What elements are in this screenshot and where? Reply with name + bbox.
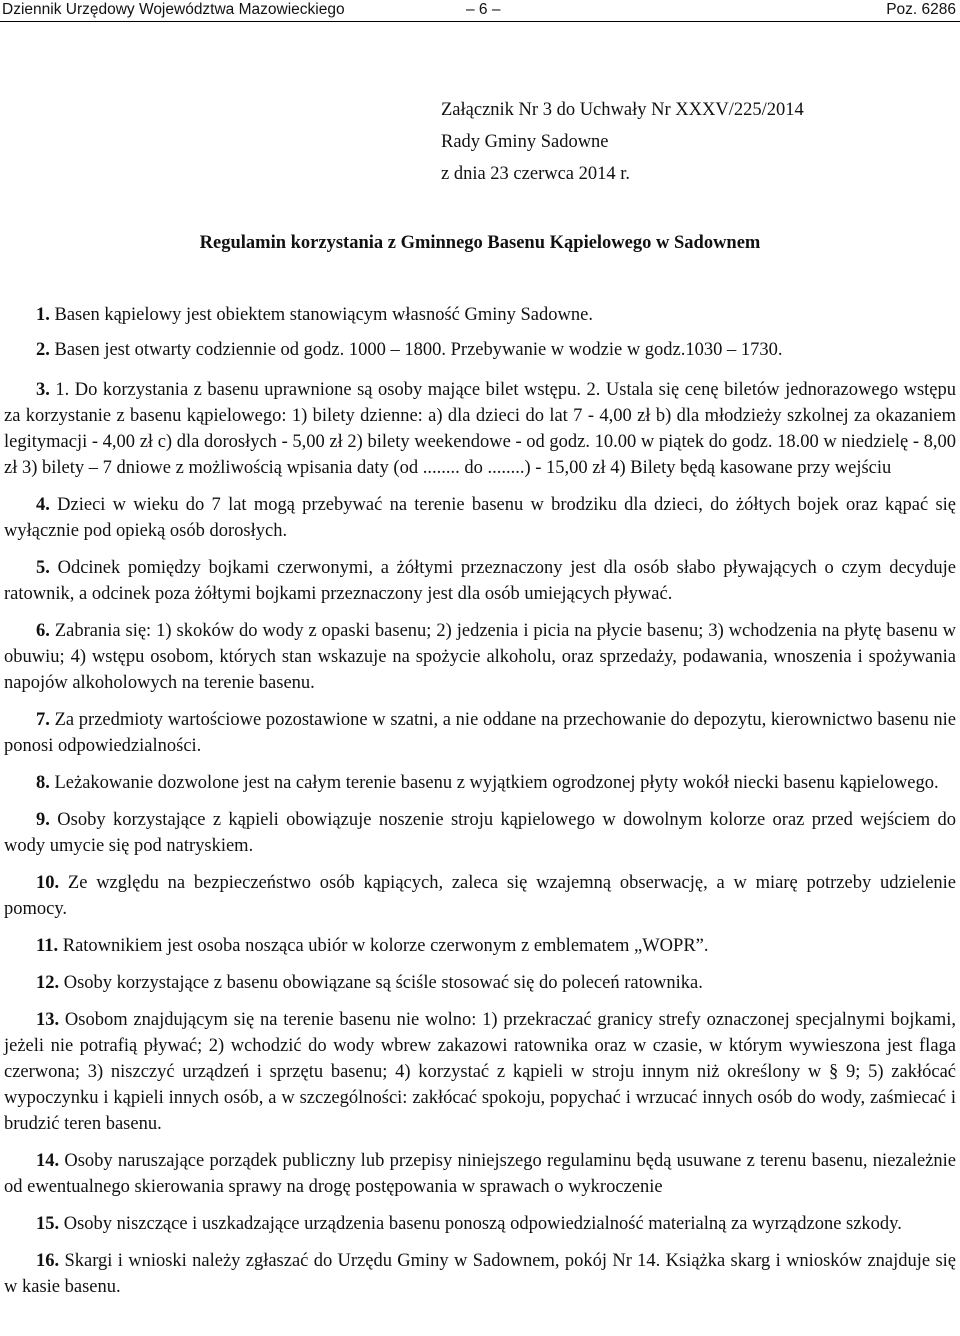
paragraph-14 [4,1148,956,1200]
paragraph-number: 10. [36,873,60,893]
paragraph-number: 5. [36,558,50,578]
paragraph-9 [4,807,956,859]
paragraph-text: Ratownikiem jest osoba nosząca ubiór w kolorze czerwonym z emblematem „WOPR”. [62,936,709,956]
paragraph-1 [4,298,956,333]
paragraph-text: Odcinek pomiędzy bojkami czerwonymi, a żółtymi przeznaczony jest dla osób słabo pływających o czym decyduje ratownik, a odcinek poza żółtymi bojkami przeznaczony jest dla osób umiejących pływać. [4,558,956,604]
page-number: – 6 – [466,1,501,18]
paragraph-number: 2. [36,340,50,360]
journal-name: Dziennik Urzędowy Województwa Mazowieckiego [2,1,345,18]
header-divider [0,21,960,22]
paragraph-number: 16. [36,1251,60,1271]
paragraph-3 [4,377,956,481]
paragraph-number: 12. [36,973,60,993]
paragraph-number: 13. [36,1010,60,1030]
paragraph-number: 14. [36,1151,60,1171]
paragraph-text: Ze względu na bezpieczeństwo osób kąpiących, zaleca się wzajemną obserwację, a w miarę potrzeby udzielenie pomocy. [4,873,957,919]
attachment-line-3: z dnia 23 czerwca 2014 r. [441,164,631,184]
paragraph-text: Basen jest otwarty codziennie od godz. 1000 – 1800. Przebywanie w wodzie w godz.1030 – 1730. [54,340,783,360]
paragraph-5 [4,555,956,607]
document-title: Regulamin korzystania z Gminnego Basenu Kąpielowego w Sadownem [199,233,761,253]
paragraph-text: Zabrania się: 1) skoków do wody z opaski basenu; 2) jedzenia i picia na płycie basenu; 3) wchodzenia na płytę basenu w obuwiu; 4) wstępu osobom, których stan wskazuje na spożycie alkoholu, oraz sprzedaży, podawania, wnoszenia i spożywania napojów alkoholowych na terenie basenu. [4,621,956,693]
paragraph-13 [4,1007,956,1137]
paragraph-number: 9. [36,810,50,830]
paragraph-text: Dzieci w wieku do 7 lat mogą przebywać na terenie basenu w brodziku dla dzieci, do żółtych bojek oraz kąpać się wyłącznie pod opieką osób dorosłych. [4,495,956,541]
paragraph-number: 3. [36,380,50,400]
paragraph-number: 11. [36,936,59,956]
paragraph-16 [4,1248,956,1300]
paragraph-text: Osoby korzystające z kąpieli obowiązuje noszenie stroju kąpielowego w dowolnym kolorze oraz przed wejściem do wody umycie się pod natryskiem. [4,810,956,856]
paragraph-number: 15. [36,1214,60,1234]
paragraph-text: Za przedmioty wartościowe pozostawione w szatni, a nie oddane na przechowanie do depozytu, kierownictwo basenu nie ponosi odpowiedzialności. [4,710,956,756]
paragraph-8 [4,770,956,796]
paragraph-text: 1. Do korzystania z basenu uprawnione są osoby mające bilet wstępu. 2. Ustala się cenę biletów jednorazowego wstępu za korzystanie z basenu kąpielowego: 1) bilety dzienne: a) dla dzieci do lat 7 - 4,00 zł b) dla młodzieży szkolnej za okazaniem legitymacji - 4,00 zł c) dla dorosłych - 5,00 zł 2) bilety weekendowe - od godz. 10.00 w piątek do godz. 18.00 w niedzielę - 8,00 zł 3) bilety – 7 dniowe z możliwością wpisania daty (od ........ do ........) - 15,00 zł 4) Bilety będą kasowane przy wejściu [4,380,957,478]
paragraph-2 [4,333,956,368]
paragraph-number: 8. [36,773,50,793]
paragraph-12 [4,970,956,996]
paragraph-7 [4,707,956,759]
paragraph-number: 1. [36,305,50,325]
paragraph-text: Skargi i wnioski należy zgłaszać do Urzędu Gminy w Sadownem, pokój Nr 14. Książka skarg i wniosków znajduje się w kasie basenu. [4,1251,956,1297]
paragraph-15 [4,1211,956,1237]
attachment-line-1: Załącznik Nr 3 do Uchwały Nr XXXV/225/2014 [441,100,804,120]
paragraph-text: Basen kąpielowy jest obiektem stanowiącym własność Gminy Sadowne. [54,305,593,325]
paragraph-4 [4,492,956,544]
attachment-line-2: Rady Gminy Sadowne [441,132,609,152]
paragraph-text: Osoby niszczące i uszkadzające urządzenia basenu ponoszą odpowiedzialność materialną za wyrządzone szkody. [63,1214,902,1234]
paragraph-number: 7. [36,710,50,730]
regulations-body [4,298,956,1300]
paragraph-text: Osobom znajdującym się na terenie basenu nie wolno: 1) przekraczać granicy strefy oznaczonej specjalnymi bojkami, jeżeli nie potrafią pływać; 2) wchodzić do wody wbrew zakazowi ratownika oraz w czasie, w którym wywieszona jest flaga czerwona; 3) niszczyć urządzeń i sprzętu basenu; 4) korzystać z kąpieli w stroju innym niż określony w § 9; 5) zakłócać wypoczynku i kąpieli innych osób, a w szczególności: zakłócać spokoju, popychać i wrzucać innych osób do wody, zaśmiecać i brudzić teren basenu. [4,1010,957,1134]
position-number: Poz. 6286 [886,1,956,18]
paragraph-text: Leżakowanie dozwolone jest na całym terenie basenu z wyjątkiem ogrodzonej płyty wokół niecki basenu kąpielowego. [54,773,939,793]
paragraph-text: Osoby naruszające porządek publiczny lub przepisy niniejszego regulaminu będą usuwane z terenu basenu, niezależnie od ewentualnego skierowania sprawy na drogę postępowania w sprawach o wykroczenie [4,1151,956,1197]
paragraph-number: 4. [36,495,50,515]
page-header [0,0,960,20]
paragraph-6 [4,618,956,696]
paragraph-number: 6. [36,621,50,641]
paragraph-11 [4,933,956,959]
paragraph-text: Osoby korzystające z basenu obowiązane są ściśle stosować się do poleceń ratownika. [63,973,703,993]
paragraph-10 [4,870,956,922]
attachment-block [441,94,941,190]
